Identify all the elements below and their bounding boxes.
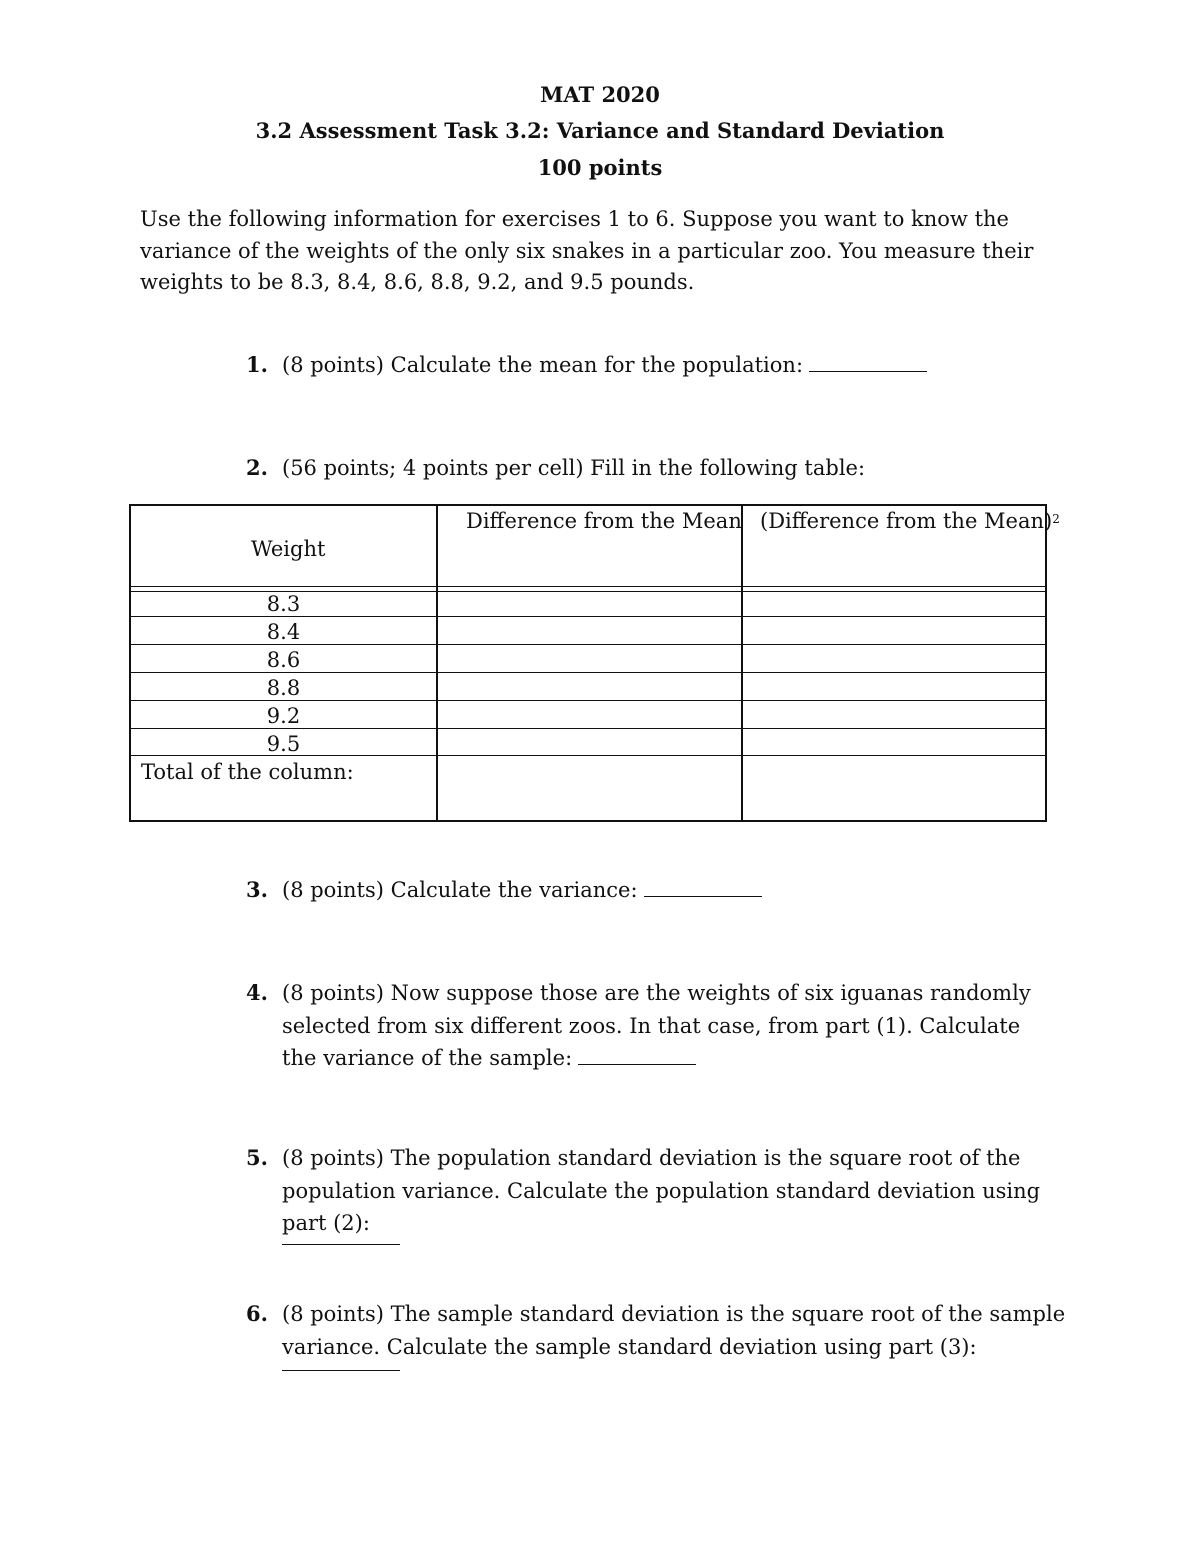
question-6 xyxy=(246,1298,1076,1363)
weights-table xyxy=(129,504,1060,822)
answer-blank[interactable] xyxy=(282,1370,400,1371)
weight-cell: 9.2 xyxy=(266,704,301,728)
question-text: (56 points; 4 points per cell) Fill in the following table: xyxy=(282,456,866,480)
question-number: 4. xyxy=(246,980,268,1005)
answer-blank[interactable] xyxy=(644,876,762,897)
header-weight: Weight xyxy=(251,537,326,561)
question-text: (8 points) The sample standard deviation is the square root of the sample variance. Calculate the sample standard deviation using part (3): xyxy=(282,1302,1066,1359)
intro-paragraph: Use the following information for exercises 1 to 6. Suppose you want to know the variance of the weights of the only six snakes in a particular zoo. You measure their weights to be 8.3, 8.4, 8.6, 8.8, 9.2, and 9.5 pounds. xyxy=(140,207,1034,294)
question-2 xyxy=(246,452,1076,485)
question-number: 3. xyxy=(246,877,268,902)
question-text: (8 points) Now suppose those are the weights of six iguanas randomly selected from six different zoos. In that case, from part (1). Calculate the variance of the sample: xyxy=(282,981,1031,1070)
task-title: 3.2 Assessment Task 3.2: Variance and Standard Deviation xyxy=(255,118,945,143)
question-number: 6. xyxy=(246,1301,268,1326)
question-5 xyxy=(246,1142,1076,1240)
course-title: MAT 2020 xyxy=(540,82,660,107)
answer-blank[interactable] xyxy=(809,351,927,372)
question-3 xyxy=(246,874,1076,907)
question-text: (8 points) Calculate the mean for the population: xyxy=(282,353,804,377)
answer-blank[interactable] xyxy=(282,1244,400,1245)
total-label: Total of the column: xyxy=(141,760,354,784)
question-4 xyxy=(246,977,1076,1075)
weight-cell: 8.8 xyxy=(266,676,301,700)
points-total: 100 points xyxy=(537,155,663,180)
weight-cell: 8.3 xyxy=(266,592,301,616)
header-difference: Difference from the Mean xyxy=(466,509,742,533)
question-text: (8 points) Calculate the variance: xyxy=(282,878,638,902)
question-number: 1. xyxy=(246,352,268,377)
weight-cell: 8.6 xyxy=(266,648,301,672)
answer-blank[interactable] xyxy=(578,1044,696,1065)
question-text: (8 points) The population standard deviation is the square root of the population variance. Calculate the population standard deviation using part (2): xyxy=(282,1146,1041,1235)
header-difference-squared: (Difference from the Mean)$^2$ xyxy=(760,509,1060,533)
question-number: 5. xyxy=(246,1145,268,1170)
question-1 xyxy=(246,349,1076,382)
weight-cell: 8.4 xyxy=(266,620,301,644)
question-number: 2. xyxy=(246,455,268,480)
weight-cell: 9.5 xyxy=(266,732,301,756)
